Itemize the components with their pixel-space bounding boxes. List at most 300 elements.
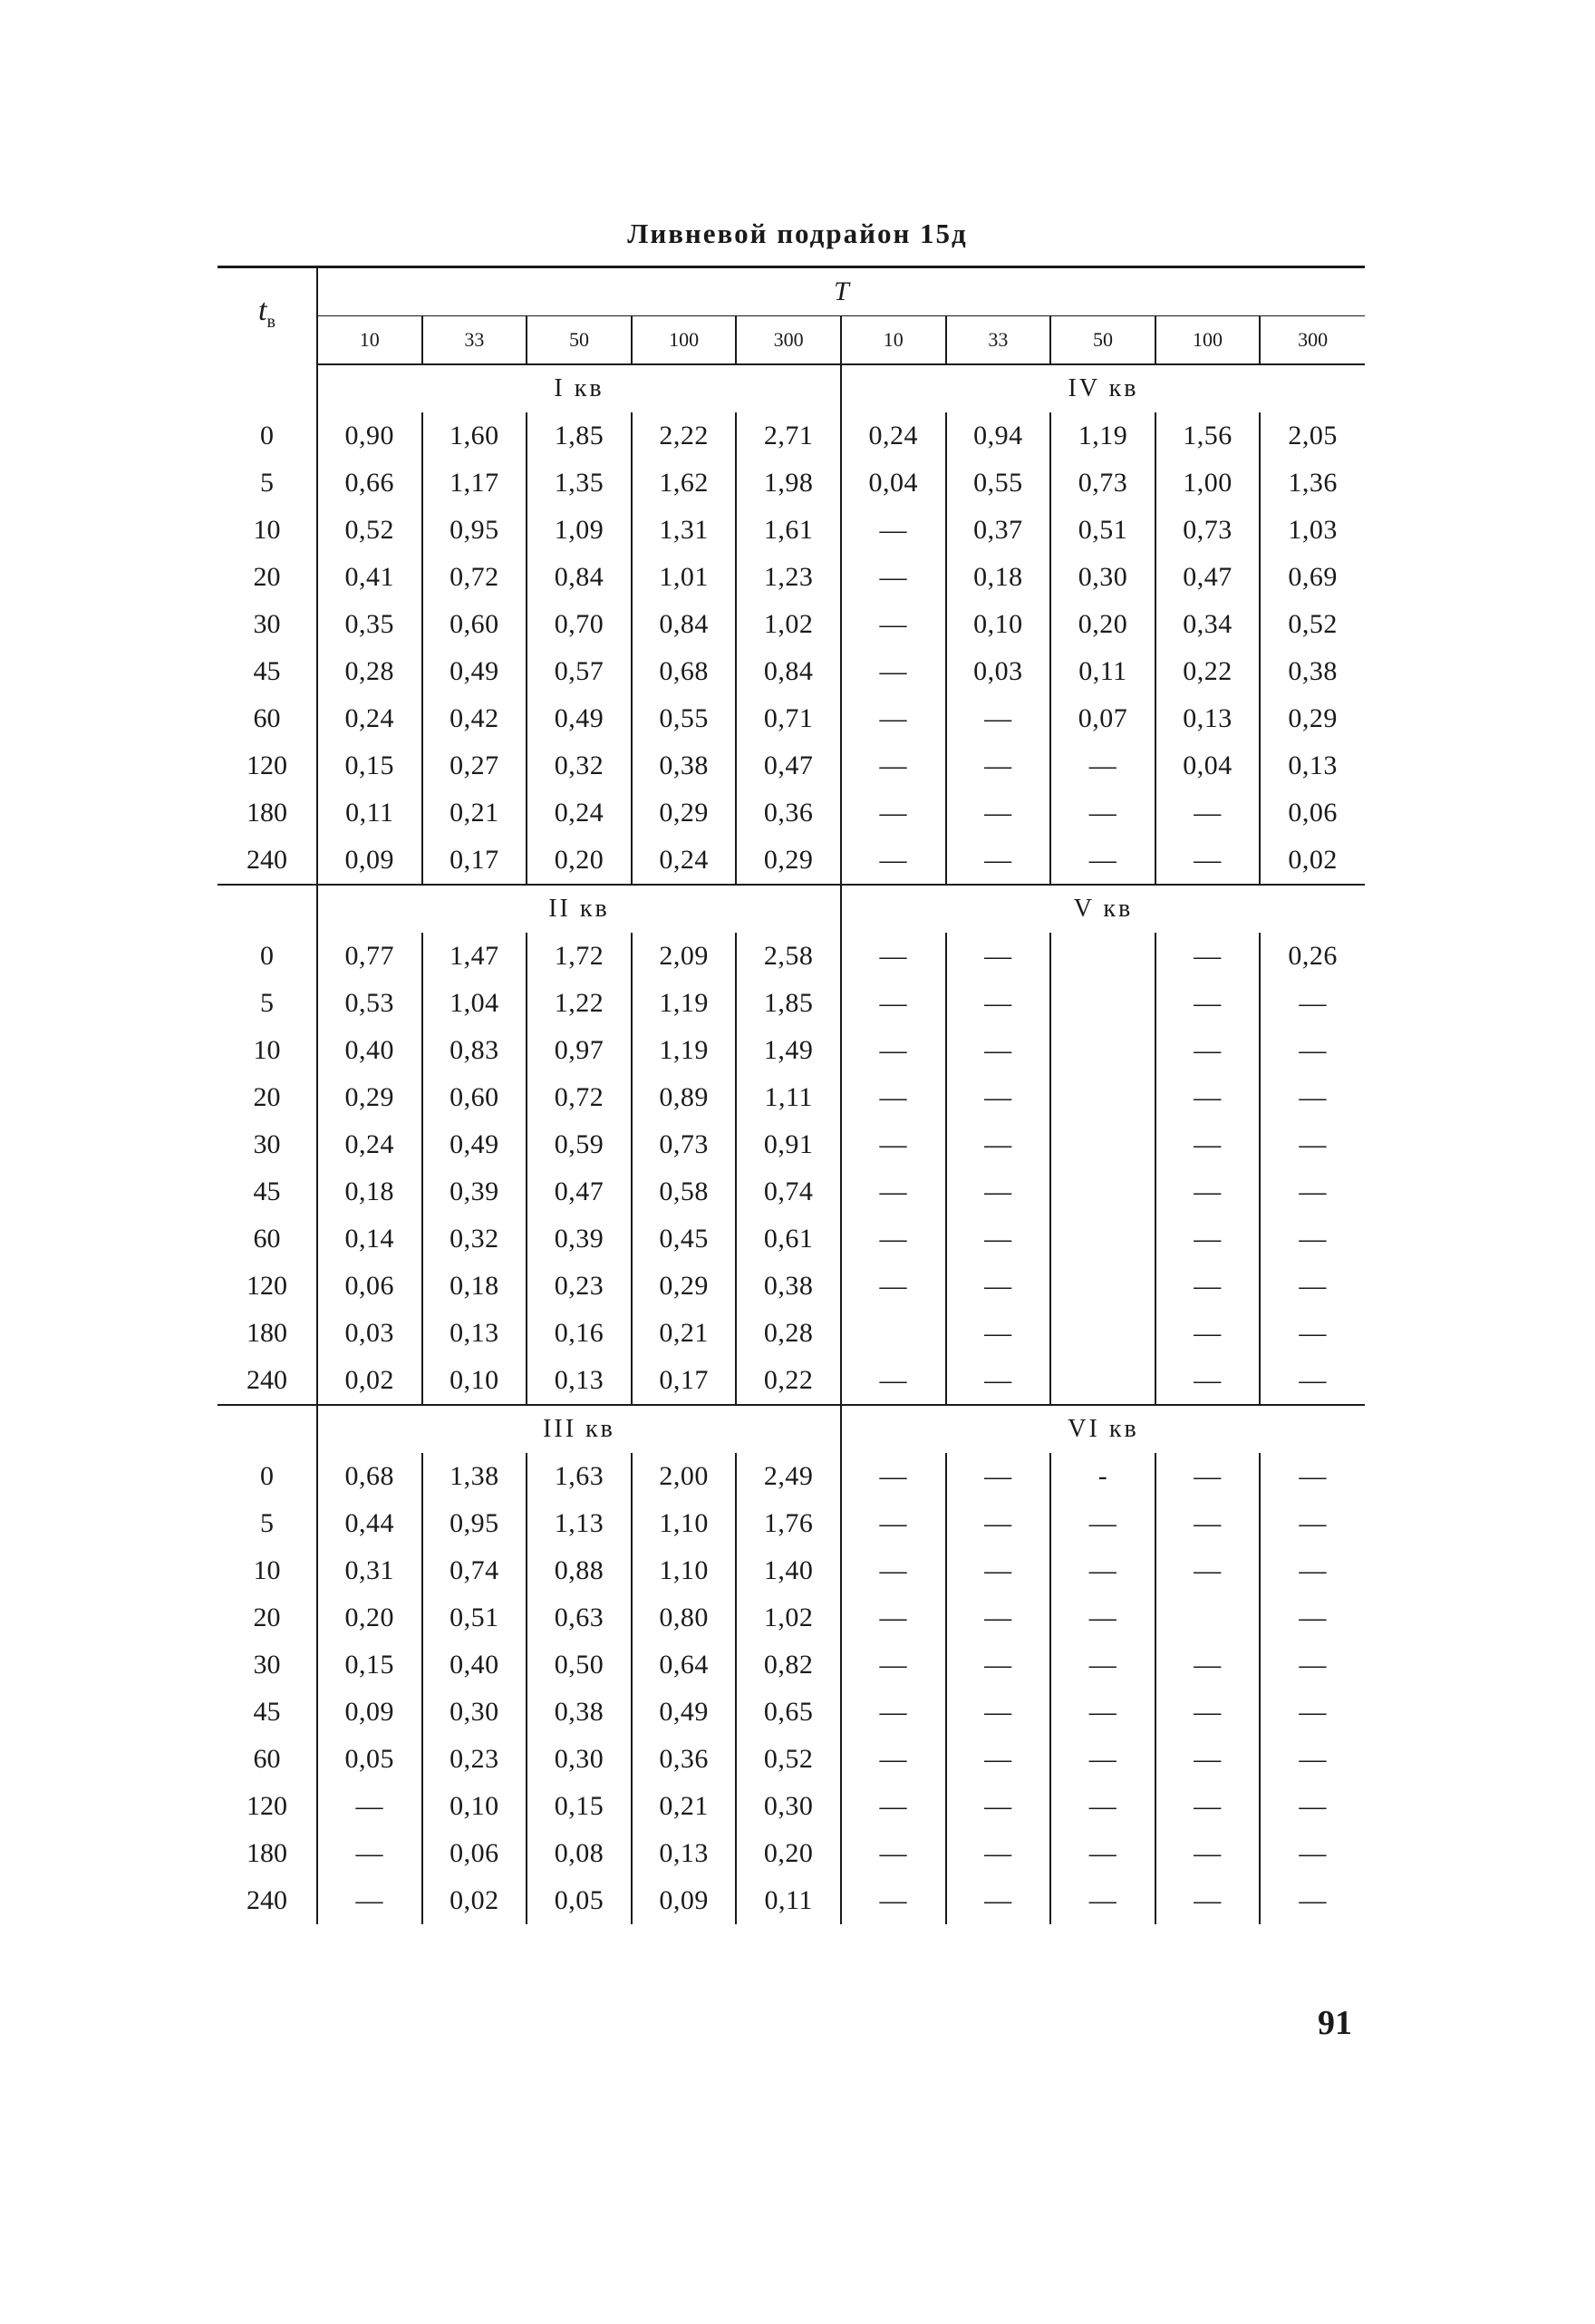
table-row	[218, 460, 1365, 507]
table-cell: 1,56	[1155, 412, 1261, 460]
table-cell: —	[946, 1453, 1051, 1500]
table-row	[218, 789, 1365, 837]
table-cell: 0,84	[527, 554, 632, 601]
table-cell: 1,40	[736, 1547, 841, 1594]
table-cell: —	[946, 1357, 1051, 1405]
table-cell: —	[841, 507, 946, 554]
table-cell: —	[1050, 1641, 1155, 1689]
table-cell: 0,59	[527, 1121, 632, 1168]
tb-symbol: t	[258, 294, 267, 328]
table-cell: —	[946, 789, 1051, 837]
table-cell: 0,47	[736, 742, 841, 789]
table-cell: 0,23	[422, 1736, 527, 1783]
t-column-group-header: T	[317, 267, 1365, 316]
page-number: 91	[1318, 2004, 1352, 2042]
table-cell: —	[841, 933, 946, 980]
table-cell: 1,47	[422, 933, 527, 980]
table-cell: 0,22	[736, 1357, 841, 1405]
table-cell: 0,49	[527, 695, 632, 742]
tb-value: 30	[218, 601, 317, 648]
table-cell: —	[1155, 933, 1261, 980]
table-cell: 0,24	[632, 837, 737, 885]
table-cell: —	[946, 1074, 1051, 1121]
table-cell: —	[1260, 1074, 1365, 1121]
table-cell: 0,03	[946, 648, 1051, 695]
tb-value: 120	[218, 1783, 317, 1830]
table-cell: —	[1260, 1310, 1365, 1357]
table-cell: —	[1155, 1121, 1261, 1168]
table-cell: 0,55	[632, 695, 737, 742]
tb-value: 120	[218, 742, 317, 789]
table-cell: 1,49	[736, 1027, 841, 1074]
table-cell: 0,73	[1050, 460, 1155, 507]
table-cell: —	[1155, 1689, 1261, 1736]
table-row	[218, 1168, 1365, 1215]
table-cell: —	[946, 1877, 1051, 1924]
table-cell: 0,30	[736, 1783, 841, 1830]
table-cell: 0,30	[422, 1689, 527, 1736]
table-cell: 0,24	[527, 789, 632, 837]
table-cell: 0,49	[422, 648, 527, 695]
table-cell: —	[946, 1736, 1051, 1783]
table-cell: 0,21	[632, 1783, 737, 1830]
table-cell: 0,60	[422, 601, 527, 648]
table-cell: 2,22	[632, 412, 737, 460]
t-value-header: 300	[736, 316, 841, 365]
table-cell: —	[946, 742, 1051, 789]
table-cell: 0,21	[632, 1310, 737, 1357]
table-cell: 0,50	[527, 1641, 632, 1689]
table-cell: —	[946, 1310, 1051, 1357]
table-cell: 0,38	[736, 1263, 841, 1310]
table-row	[218, 695, 1365, 742]
table-cell: 1,85	[736, 980, 841, 1027]
section-label-right: IV кв	[841, 364, 1365, 412]
table-cell: 0,13	[527, 1357, 632, 1405]
table-cell: —	[1050, 837, 1155, 885]
table-cell: —	[1155, 789, 1261, 837]
table-cell: 0,95	[422, 1500, 527, 1547]
table-cell: 1,85	[527, 412, 632, 460]
table-cell: —	[946, 837, 1051, 885]
table-cell: 0,72	[527, 1074, 632, 1121]
table-cell: 1,19	[632, 1027, 737, 1074]
table-cell: 0,29	[632, 1263, 737, 1310]
table-cell: —	[946, 695, 1051, 742]
table-cell: 0,61	[736, 1215, 841, 1263]
table-cell: —	[1260, 1547, 1365, 1594]
table-cell: 1,35	[527, 460, 632, 507]
table-row	[218, 1641, 1365, 1689]
section-label-right: VI кв	[841, 1405, 1365, 1453]
section-label-left: III кв	[317, 1405, 841, 1453]
table-cell: —	[1155, 1027, 1261, 1074]
table-cell	[1050, 1121, 1155, 1168]
table-cell: —	[841, 601, 946, 648]
table-row	[218, 1263, 1365, 1310]
table-cell: —	[1155, 1830, 1261, 1877]
table-cell: —	[1260, 1215, 1365, 1263]
table-cell: —	[946, 1783, 1051, 1830]
table-cell: —	[355, 1791, 384, 1821]
table-cell: —	[1260, 1121, 1365, 1168]
table-cell: 1,17	[422, 460, 527, 507]
table-cell: 1,03	[1260, 507, 1365, 554]
table-cell: 0,24	[841, 412, 946, 460]
table-cell: —	[841, 1830, 946, 1877]
table-cell: 1,02	[736, 601, 841, 648]
table-cell	[1050, 1357, 1155, 1405]
table-cell: 0,05	[344, 1744, 395, 1774]
table-cell: —	[1050, 742, 1155, 789]
tb-value: 30	[218, 1641, 317, 1689]
table-cell: 0,68	[632, 648, 737, 695]
table-cell: 0,58	[632, 1168, 737, 1215]
table-cell: 0,09	[632, 1877, 737, 1924]
table-cell: —	[1260, 1830, 1365, 1877]
table-cell: 0,18	[422, 1263, 527, 1310]
table-row	[218, 933, 1365, 980]
table-cell: 0,13	[1155, 695, 1261, 742]
tb-value: 240	[218, 1877, 317, 1924]
table-cell: 1,60	[422, 412, 527, 460]
table-cell: 0,97	[527, 1027, 632, 1074]
table-cell: —	[841, 837, 946, 885]
table-cell: 0,20	[344, 1603, 395, 1632]
table-row	[218, 1830, 1365, 1877]
table-cell: 0,32	[527, 742, 632, 789]
table-cell: 0,51	[422, 1594, 527, 1641]
table-cell: —	[946, 1215, 1051, 1263]
table-cell	[1050, 1027, 1155, 1074]
table-cell: 0,02	[1260, 837, 1365, 885]
table-cell: —	[1260, 1263, 1365, 1310]
section-label-left: II кв	[317, 885, 841, 933]
table-cell: 0,11	[1050, 648, 1155, 695]
t-value-header: 10	[841, 316, 946, 365]
table-cell: 0,64	[632, 1641, 737, 1689]
table-cell: 1,19	[1050, 412, 1155, 460]
table-cell: 0,34	[1155, 601, 1261, 648]
table-cell: 2,71	[736, 412, 841, 460]
tb-value: 10	[218, 507, 317, 554]
table-cell: 0,65	[736, 1689, 841, 1736]
table-cell: 1,61	[736, 507, 841, 554]
table-cell: 0,94	[946, 412, 1051, 460]
table-cell: 0,06	[1260, 789, 1365, 837]
table-cell: —	[1155, 1074, 1261, 1121]
table-cell: —	[1260, 1357, 1365, 1405]
tb-value: 120	[218, 1263, 317, 1310]
table-cell: 1,01	[632, 554, 737, 601]
table-cell: 0,95	[422, 507, 527, 554]
table-cell: 0,04	[1155, 742, 1261, 789]
tb-value: 5	[218, 460, 317, 507]
table-cell: —	[946, 1263, 1051, 1310]
table-cell: 0,20	[736, 1830, 841, 1877]
table-row	[218, 1357, 1365, 1405]
table-cell: —	[841, 742, 946, 789]
table-cell: —	[1155, 980, 1261, 1027]
table-row	[218, 742, 1365, 789]
table-cell: 0,28	[736, 1310, 841, 1357]
table-cell: —	[355, 1838, 384, 1868]
table-cell: 0,26	[1260, 933, 1365, 980]
table-cell: —	[946, 1689, 1051, 1736]
table-cell: 1,23	[736, 554, 841, 601]
table-cell	[1050, 1263, 1155, 1310]
table-cell: 0,71	[736, 695, 841, 742]
table-cell: —	[841, 1215, 946, 1263]
t-value-header: 50	[1050, 316, 1155, 365]
table-cell: —	[1050, 1877, 1155, 1924]
table-row	[218, 601, 1365, 648]
table-cell: 0,10	[422, 1357, 527, 1405]
table-cell: 0,18	[344, 1177, 395, 1206]
t-value-header: 100	[632, 316, 737, 365]
t-value-header: 33	[946, 316, 1051, 365]
table-cell: —	[1050, 1736, 1155, 1783]
table-cell: 0,30	[1050, 554, 1155, 601]
tb-value: 240	[218, 837, 317, 885]
table-cell: 0,11	[345, 798, 394, 828]
table-cell: 1,31	[632, 507, 737, 554]
table-cell: —	[1260, 1877, 1365, 1924]
table-cell: 2,58	[736, 933, 841, 980]
table-cell: —	[841, 1453, 946, 1500]
runoff-table	[218, 266, 1365, 1924]
table-cell: 0,24	[344, 1129, 395, 1159]
table-cell: —	[841, 1500, 946, 1547]
table-cell: —	[1155, 1263, 1261, 1310]
table-cell: 0,20	[1050, 601, 1155, 648]
table-body	[218, 364, 1365, 1924]
table-row	[218, 1783, 1365, 1830]
table-cell: 0,38	[1260, 648, 1365, 695]
table-cell: 0,38	[527, 1689, 632, 1736]
table-cell: 0,06	[422, 1830, 527, 1877]
table-cell: 0,30	[527, 1736, 632, 1783]
table-cell: —	[841, 1357, 946, 1405]
table-cell: 1,62	[632, 460, 737, 507]
table-cell: —	[355, 1885, 384, 1915]
table-cell: —	[946, 1830, 1051, 1877]
table-cell: 2,09	[632, 933, 737, 980]
table-cell: 1,09	[527, 507, 632, 554]
table-cell: 1,02	[736, 1594, 841, 1641]
table-cell: 0,02	[344, 1365, 395, 1395]
table-cell: 1,63	[527, 1453, 632, 1500]
table-cell: 0,31	[344, 1555, 395, 1585]
section-spacer	[218, 364, 317, 412]
table-cell: 0,13	[1260, 742, 1365, 789]
table-cell: —	[946, 933, 1051, 980]
table-cell: 0,52	[1260, 601, 1365, 648]
table-cell: —	[1155, 837, 1261, 885]
table-cell: —	[1155, 1736, 1261, 1783]
table-row	[218, 1500, 1365, 1547]
table-cell: 0,23	[527, 1263, 632, 1310]
table-cell: 0,29	[736, 837, 841, 885]
tb-value: 240	[218, 1357, 317, 1405]
table-cell: —	[1260, 1168, 1365, 1215]
table-cell: 0,08	[527, 1830, 632, 1877]
tb-value: 180	[218, 1830, 317, 1877]
table-cell: —	[841, 1027, 946, 1074]
table-cell: —	[1050, 1500, 1155, 1547]
table-cell: 0,09	[344, 845, 395, 875]
table-cell: 0,32	[422, 1215, 527, 1263]
table-cell: 0,22	[1155, 648, 1261, 695]
table-cell: 1,76	[736, 1500, 841, 1547]
tb-value: 20	[218, 1074, 317, 1121]
table-cell: 0,44	[344, 1508, 395, 1538]
table-cell: 0,06	[344, 1271, 395, 1301]
table-row	[218, 507, 1365, 554]
table-cell	[841, 1310, 946, 1357]
table-cell: 1,22	[527, 980, 632, 1027]
table-cell: -	[1050, 1453, 1155, 1500]
table-cell: 1,19	[632, 980, 737, 1027]
table-cell: —	[1050, 1783, 1155, 1830]
t-value-header: 33	[422, 316, 527, 365]
table-cell: —	[1260, 1689, 1365, 1736]
table-cell: —	[841, 980, 946, 1027]
table-cell: 0,04	[841, 460, 946, 507]
table-cell: 0,09	[344, 1697, 395, 1727]
tb-value: 60	[218, 1736, 317, 1783]
section-spacer	[218, 1405, 317, 1453]
table-cell	[1050, 933, 1155, 980]
table-cell: 0,29	[632, 789, 737, 837]
table-cell: —	[841, 1594, 946, 1641]
table-cell: —	[1050, 1594, 1155, 1641]
table-cell: 0,39	[527, 1215, 632, 1263]
tb-value: 20	[218, 1594, 317, 1641]
tb-value: 20	[218, 554, 317, 601]
table-cell: 0,18	[946, 554, 1051, 601]
tb-value: 0	[218, 1453, 317, 1500]
section-header-row	[218, 885, 1365, 933]
header-row-t	[218, 267, 1365, 316]
table-cell: 0,70	[527, 601, 632, 648]
table-cell: —	[841, 1121, 946, 1168]
table-cell	[1050, 1310, 1155, 1357]
table-cell: 0,10	[422, 1783, 527, 1830]
table-cell: —	[1155, 1357, 1261, 1405]
table-cell: 0,57	[527, 648, 632, 695]
table-cell: 1,10	[632, 1500, 737, 1547]
page-title: Ливневой подрайон 15д	[627, 218, 968, 249]
table-cell: —	[841, 1783, 946, 1830]
section-label-left: I кв	[554, 374, 604, 402]
tb-value: 10	[218, 1547, 317, 1594]
table-cell: 0,39	[422, 1168, 527, 1215]
tb-value: 180	[218, 789, 317, 837]
table-cell: 0,05	[527, 1877, 632, 1924]
table-cell: 0,52	[344, 515, 395, 545]
table-cell: —	[1260, 1027, 1365, 1074]
table-cell: 0,84	[632, 601, 737, 648]
table-cell: 0,49	[632, 1689, 737, 1736]
table-row	[218, 1594, 1365, 1641]
tb-value: 60	[218, 695, 317, 742]
table-cell: —	[1155, 1215, 1261, 1263]
table-cell: 0,72	[422, 554, 527, 601]
table-cell: 0,13	[632, 1830, 737, 1877]
table-cell: —	[841, 1168, 946, 1215]
table-cell: 0,63	[527, 1594, 632, 1641]
table-cell: 1,11	[736, 1074, 841, 1121]
table-row	[218, 1215, 1365, 1263]
table-cell: 0,15	[527, 1783, 632, 1830]
table-row	[218, 554, 1365, 601]
table-cell: 0,66	[344, 468, 395, 498]
table-cell: 0,02	[422, 1877, 527, 1924]
table-row	[218, 1027, 1365, 1074]
table-cell: 0,55	[946, 460, 1051, 507]
tb-value: 30	[218, 1121, 317, 1168]
table-cell: —	[1050, 789, 1155, 837]
table-cell: 0,21	[422, 789, 527, 837]
table-cell: —	[1155, 1168, 1261, 1215]
table-cell: 0,36	[632, 1736, 737, 1783]
table-cell: 0,88	[527, 1547, 632, 1594]
table-cell: 0,38	[632, 742, 737, 789]
table-cell: —	[1155, 1641, 1261, 1689]
tb-value: 45	[218, 1168, 317, 1215]
table-cell: 0,83	[422, 1027, 527, 1074]
table-row	[218, 1736, 1365, 1783]
table-cell	[1050, 980, 1155, 1027]
table-cell: 0,11	[736, 1877, 841, 1924]
table-cell: 2,05	[1260, 412, 1365, 460]
table-cell: 0,52	[736, 1736, 841, 1783]
table-cell: 0,16	[527, 1310, 632, 1357]
table-cell	[1155, 1594, 1261, 1641]
tb-value: 10	[218, 1027, 317, 1074]
table-cell: 0,28	[344, 656, 395, 686]
table-row	[218, 1121, 1365, 1168]
table-cell: 0,74	[422, 1547, 527, 1594]
table-cell: —	[1155, 1783, 1261, 1830]
table-cell: —	[1260, 1500, 1365, 1547]
section-label-right: V кв	[841, 885, 1365, 933]
table-cell: 0,42	[422, 695, 527, 742]
table-row	[218, 1074, 1365, 1121]
table-cell: 0,73	[1155, 507, 1261, 554]
t-value-header: 300	[1260, 316, 1365, 365]
table-cell: 0,41	[344, 562, 395, 592]
t-value-header: 10	[317, 316, 422, 365]
table-cell: —	[1260, 1736, 1365, 1783]
table-cell: 0,89	[632, 1074, 737, 1121]
table-cell: 0,14	[344, 1224, 395, 1254]
table-row	[218, 1689, 1365, 1736]
table-cell	[1050, 1168, 1155, 1215]
table-cell: 0,47	[1155, 554, 1261, 601]
table-cell: —	[841, 1877, 946, 1924]
table-cell: 0,13	[422, 1310, 527, 1357]
tb-value: 5	[218, 1500, 317, 1547]
table-cell: —	[946, 1641, 1051, 1689]
section-header-row	[218, 1405, 1365, 1453]
table-cell: 0,74	[736, 1168, 841, 1215]
table-cell: —	[841, 1547, 946, 1594]
table-cell: 0,07	[1050, 695, 1155, 742]
table-row	[218, 1453, 1365, 1500]
table-cell: 0,29	[1260, 695, 1365, 742]
